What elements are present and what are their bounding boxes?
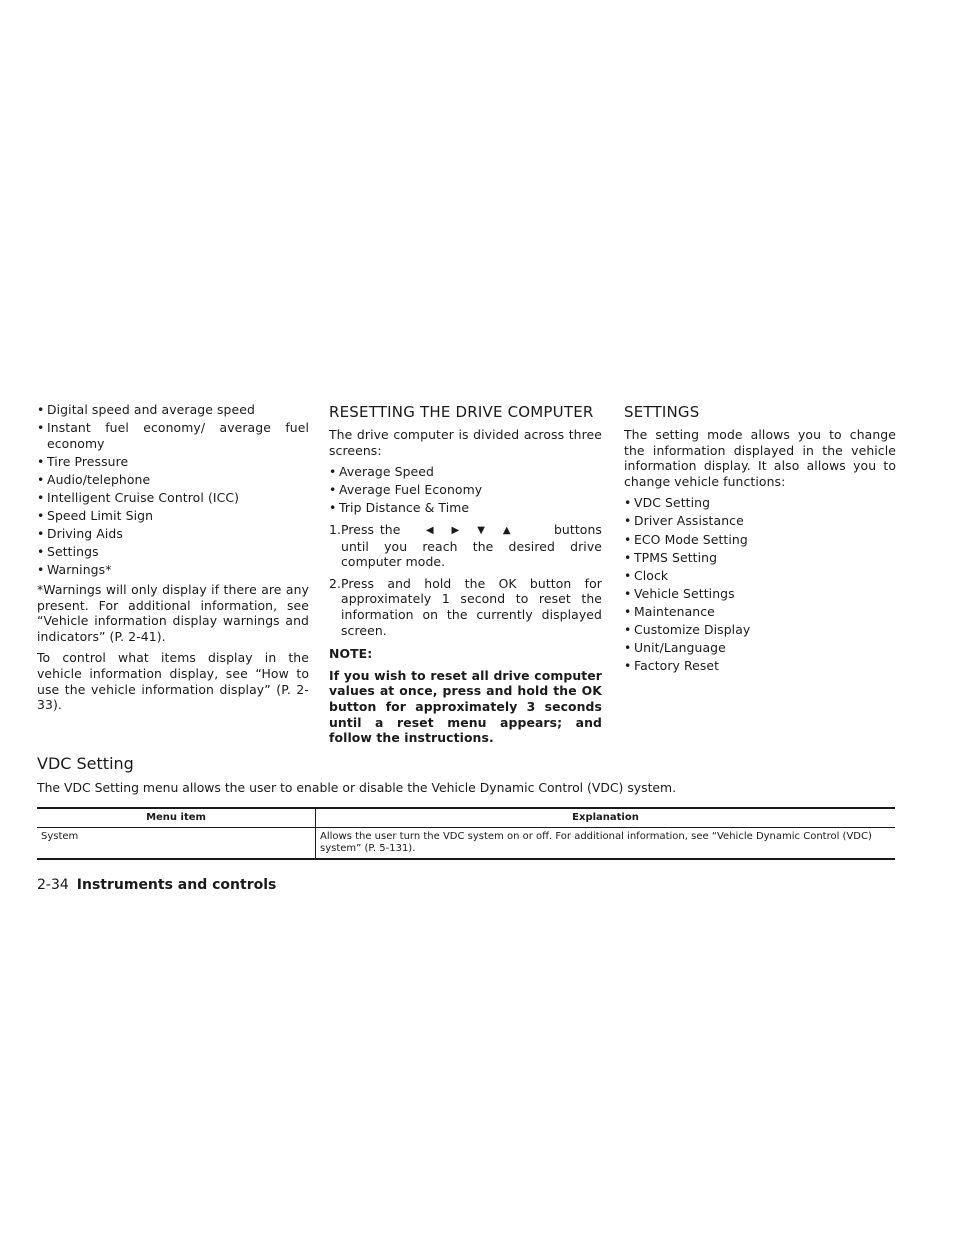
left-column xyxy=(37,402,309,719)
note-label: NOTE: xyxy=(329,646,373,662)
list-item: • ECO Mode Setting xyxy=(624,531,748,547)
list-item: • TPMS Setting xyxy=(624,549,718,565)
right-column xyxy=(624,402,896,676)
list-item: • Speed Limit Sign xyxy=(37,508,154,524)
list-item: • Maintenance xyxy=(624,603,715,619)
list-item: • Average Fuel Economy xyxy=(329,482,483,498)
list-item: • Trip Distance & Time xyxy=(329,500,470,516)
vdc-setting-title: VDC Setting xyxy=(37,754,134,773)
page-number: 2-34 xyxy=(37,877,69,893)
list-item: • Customize Display xyxy=(624,622,751,638)
list-item: • VDC Setting xyxy=(624,495,711,511)
list-item: • Vehicle Settings xyxy=(624,585,735,601)
vdc-setting-section xyxy=(37,754,895,860)
list-item: • Digital speed and average speed xyxy=(37,402,255,417)
table-cell-menu-item: System xyxy=(37,828,316,860)
table-cell-explanation: Allows the user turn the VDC system on or off. For additional information, see “Vehicle Dynamic Control (VDC) system” (P. 5-131). xyxy=(320,831,872,854)
section-heading-settings: SETTINGS xyxy=(624,403,700,421)
list-item: • Factory Reset xyxy=(624,658,720,674)
page-footer xyxy=(37,876,276,894)
middle-column xyxy=(329,402,602,746)
step-1: 1.Press the ◀▶▼▲ buttons until you reach the desired drive computer mode. xyxy=(329,521,602,570)
list-item: • Settings xyxy=(37,544,99,560)
table-row xyxy=(37,828,895,860)
list-item: • Instant fuel economy/ average fuel economy xyxy=(37,420,309,451)
list-item: • Clock xyxy=(624,567,669,583)
list-item: • Driver Assistance xyxy=(624,513,744,529)
section-heading-resetting: RESETTING THE DRIVE COMPUTER xyxy=(329,403,594,421)
column-header-menu-item: Menu item xyxy=(37,808,316,828)
list-item: • Audio/telephone xyxy=(37,471,151,487)
vdc-setting-table xyxy=(37,807,895,860)
list-item: • Tire Pressure xyxy=(37,453,129,469)
list-item: • Warnings* xyxy=(37,562,112,578)
table-header-row xyxy=(37,808,895,828)
list-item: • Intelligent Cruise Control (ICC) xyxy=(37,489,240,505)
control-display-note: To control what items display in the vehicle information display, see “How to use the vehicle information display” (P. 2-33). xyxy=(37,650,309,713)
note-text: If you wish to reset all drive computer values at once, press and hold the OK button for approximately 3 seconds until a reset menu appears; and follow the instructions. xyxy=(329,667,602,746)
section-title: Instruments and controls xyxy=(76,877,277,893)
vdc-setting-description: The VDC Setting menu allows the user to enable or disable the Vehicle Dynamic Control (VDC) system. xyxy=(37,780,677,795)
list-item: • Driving Aids xyxy=(37,526,123,542)
list-item: • Average Speed xyxy=(329,464,434,480)
settings-intro: The setting mode allows you to change the information displayed in the vehicle information display. It also allows you to change vehicle functions: xyxy=(624,427,896,489)
column-header-explanation: Explanation xyxy=(316,808,896,828)
step-2: 2.Press and hold the OK button for approximately 1 second to reset the information on the currently displayed screen. xyxy=(329,575,602,638)
arrow-buttons-icon: ◀▶▼▲ xyxy=(425,524,529,536)
warnings-footnote: *Warnings will only display if there are any present. For additional information, see “Vehicle information display warnings and indicators” (P. 2-41). xyxy=(37,581,309,644)
list-item: • Unit/Language xyxy=(624,640,726,656)
drive-computer-intro: The drive computer is divided across three screens: xyxy=(329,427,602,458)
